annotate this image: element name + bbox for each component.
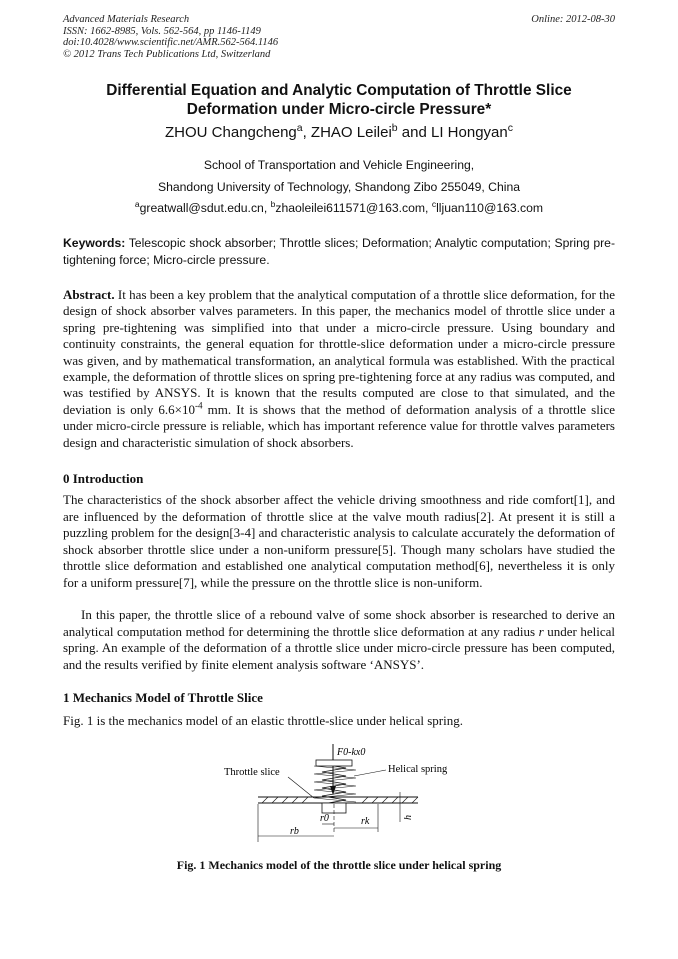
intro-paragraph-2-b: under helical spring. An example of the deformation of a throttle slice under micro-circle pressure has been computed, and the results verified by finite element analysis software ‘ANSYS’. — [63, 623, 615, 672]
slice-hatching — [262, 797, 418, 803]
issn-line: ISSN: 1662-8985, Vols. 562-564, pp 1146-1149 — [63, 25, 261, 37]
figure-1-diagram — [218, 742, 458, 844]
abstract-label: Abstract. — [63, 287, 115, 302]
email-line — [63, 198, 615, 215]
title-line-1: Differential Equation and Analytic Computation of Throttle Slice — [106, 82, 572, 99]
journal-header — [63, 14, 278, 60]
section-heading-mechanics-model: 1 Mechanics Model of Throttle Slice — [63, 690, 263, 705]
force-label: F0-kx0 — [337, 747, 366, 758]
intro-paragraph-2-a: In this paper, the throttle slice of a rebound valve of some shock absorber is researched to derive an analytical computation method for determining the throttle slice deformation at any radius — [63, 607, 615, 639]
intro-paragraph-1: The characteristics of the shock absorber affect the vehicle driving smoothness and ride comfort[1], and are influenced by the deformation of throttle slice at the valve mouth radius[2]. At present it is still a puzzling problem for the design[3-4] and characteristic analysis to calculate accurately the deformation of shock absorber throttle slice under a non-uniform pressure[5]. Though many scholars have studied the throttle slice deformation and established one analytical computation method[6], nevertheless it is only for a uniform pressure[7], while the pressure on the throttle slice is non-uniform. — [63, 492, 615, 590]
paper-title — [63, 81, 615, 119]
slice-leader-line — [288, 777, 314, 798]
online-date: Online: 2012-08-30 — [531, 14, 615, 25]
throttle-slice-label: Throttle slice — [224, 767, 280, 778]
spring-seat — [316, 760, 352, 766]
author-1-mark: a — [296, 122, 303, 134]
keywords-text: Telescopic shock absorber; Throttle slices; Deformation; Analytic computation; Spring pre-tightening force; Micro-circle pressure. — [63, 236, 615, 267]
email-a-mark: a — [134, 198, 140, 209]
radius-symbol: r — [538, 623, 544, 639]
author-3: and LI Hongyan — [397, 124, 508, 141]
abstract-text-2: mm. It is shows that the method of deformation analysis of a throttle slice under micro-circle pressure is reliable, which has important reference value for throttle valves parameters design and characteristic simulation of shock absorbers. — [63, 401, 615, 450]
email-b: zhaoleilei611571@163.com, — [275, 201, 432, 215]
helical-spring-label: Helical spring — [388, 764, 448, 775]
email-c: lljuan110@163.com — [436, 201, 544, 215]
abstract-text-1: It has been a key problem that the analytical computation of a throttle slice deformation, for the design of shock absorber valves parameters. In this paper, the mechanics model of throttle slice under a spring pre-tightening was simplified into that under a micro-circle pressure. Using boundary and continuity constraints, the general equation for throttle-slice deformation under a micro-circle pressure was given, and by mathematical transformation, an analytical formula was established. With the practical example, the deformation of throttle slices on spring pre-tightening force at any radius was computed, and was testified by ANSYS. It is known that the results computed are close to that simulated, and the deviation is only 6.6×10 — [63, 287, 615, 417]
spring-leader-line — [354, 770, 386, 776]
figure-1-caption: Fig. 1 Mechanics model of the throttle slice under helical spring — [176, 858, 502, 872]
intro-paragraph-2 — [63, 607, 615, 673]
author-2-mark: b — [391, 122, 398, 134]
email-b-mark: b — [270, 198, 276, 209]
rk-label: rk — [361, 816, 370, 827]
journal-name: Advanced Materials Research — [63, 14, 190, 25]
h-label: h — [403, 815, 414, 820]
affiliation-line-1: School of Transportation and Vehicle Engineering, — [203, 158, 475, 172]
rb-label: rb — [290, 826, 299, 837]
author-2: , ZHAO Leilei — [302, 124, 392, 141]
abstract — [63, 287, 615, 451]
doi-line: doi:10.4028/www.scientific.net/AMR.562-564.1146 — [63, 37, 279, 48]
title-line-2: Deformation under Micro-circle Pressure* — [186, 101, 492, 118]
section-heading-introduction: 0 Introduction — [63, 471, 144, 486]
r0-label: r0 — [320, 813, 329, 824]
email-c-mark: c — [431, 198, 437, 209]
author-1: ZHOU Changcheng — [165, 124, 297, 141]
author-3-mark: c — [507, 122, 513, 134]
abstract-exponent: -4 — [195, 400, 203, 411]
keywords — [63, 235, 615, 269]
keywords-label: Keywords: — [63, 236, 126, 250]
affiliation-line-2: Shandong University of Technology, Shandong Zibo 255049, China — [157, 180, 521, 194]
email-a: greatwall@sdut.edu.cn, — [139, 201, 271, 215]
author-list — [63, 124, 615, 141]
copyright-line: © 2012 Trans Tech Publications Ltd, Switzerland — [63, 48, 271, 60]
mechanics-paragraph: Fig. 1 is the mechanics model of an elastic throttle-slice under helical spring. — [63, 713, 463, 728]
